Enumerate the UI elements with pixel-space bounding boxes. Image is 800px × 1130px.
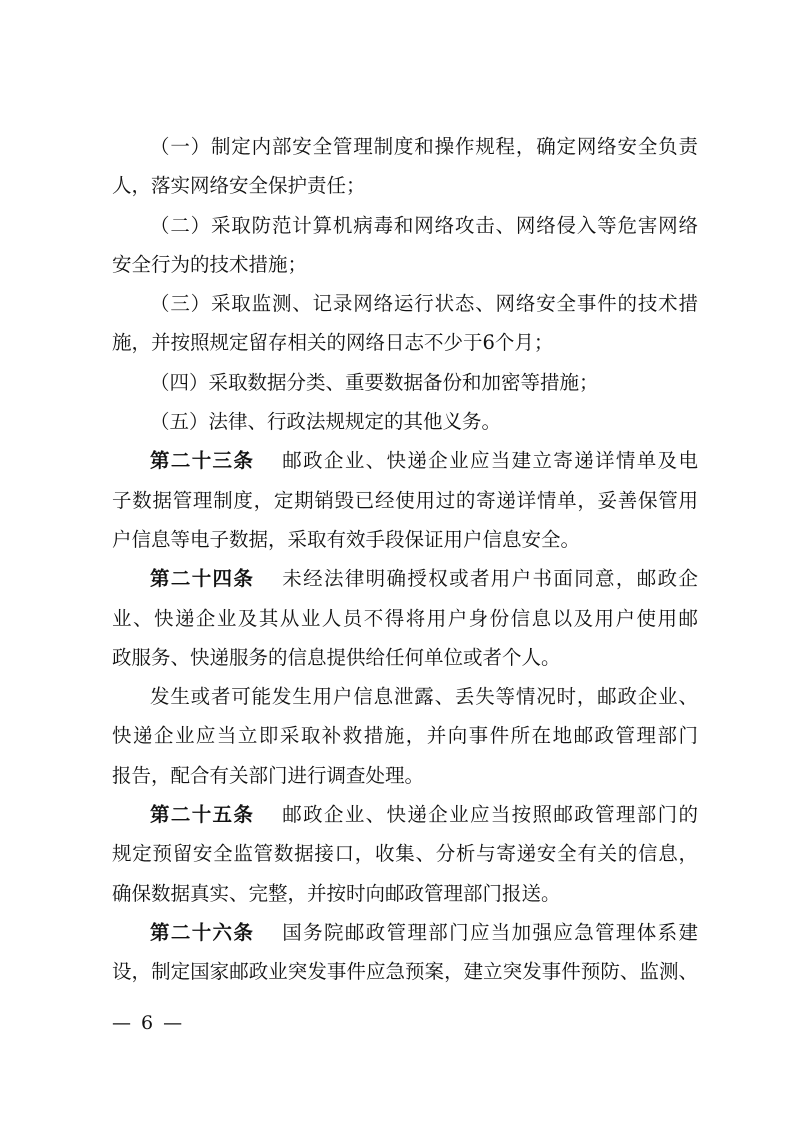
article-number-23: 第二十三条 xyxy=(150,449,255,473)
line-text: 业、快递企业及其从业人员不得将用户身份信息以及用户使用邮 xyxy=(112,606,698,630)
line-text: 确保数据真实、完整，并按时向邮政管理部门报送。 xyxy=(112,881,561,905)
text-line xyxy=(112,677,698,716)
line-text: 施，并按照规定留存相关的网络日志不少于6个月； xyxy=(112,331,554,355)
line-text: 报告，配合有关部门进行调查处理。 xyxy=(112,763,425,787)
regulation-text xyxy=(112,127,698,992)
line-text: 户信息等电子数据，采取有效手段保证用户信息安全。 xyxy=(112,527,581,551)
article-number-26: 第二十六条 xyxy=(150,920,255,944)
line-text: 未经法律明确授权或者用户书面同意，邮政企 xyxy=(282,567,698,591)
line-text: 发生或者可能发生用户信息泄露、丢失等情况时，邮政企业、 xyxy=(150,685,698,709)
line-text: 政服务、快递服务的信息提供给任何单位或者个人。 xyxy=(112,645,561,669)
article-line xyxy=(112,441,698,480)
line-text: （四）采取数据分类、重要数据备份和加密等措施； xyxy=(150,370,599,394)
text-line xyxy=(112,716,698,755)
line-text: （三）采取监测、记录网络运行状态、网络安全事件的技术措 xyxy=(150,292,698,316)
line-text: 子数据管理制度，定期销毁已经使用过的寄递详情单，妥善保管用 xyxy=(112,488,698,512)
line-text: 国务院邮政管理部门应当加强应急管理体系建 xyxy=(282,920,698,944)
line-text: （二）采取防范计算机病毒和网络攻击、网络侵入等危害网络 xyxy=(150,213,698,237)
page-number: — 6 — xyxy=(112,1012,185,1034)
text-line xyxy=(112,874,698,913)
line-text: 规定预留安全监管数据接口，收集、分析与寄递安全有关的信息， xyxy=(112,842,698,866)
line-text: 邮政企业、快递企业应当建立寄递详情单及电 xyxy=(282,449,698,473)
text-line xyxy=(112,481,698,520)
text-line xyxy=(112,323,698,362)
line-text: （一）制定内部安全管理制度和操作规程，确定网络安全负责 xyxy=(150,135,698,158)
text-line xyxy=(112,599,698,638)
text-line xyxy=(112,638,698,677)
article-line xyxy=(112,559,698,598)
line-text: 邮政企业、快递企业应当按照邮政管理部门的 xyxy=(282,803,698,827)
text-line xyxy=(112,206,698,245)
text-line xyxy=(112,402,698,441)
text-line xyxy=(112,756,698,795)
article-line xyxy=(112,795,698,834)
line-text: 快递企业应当立即采取补救措施，并向事件所在地邮政管理部门 xyxy=(112,724,698,748)
article-number-24: 第二十四条 xyxy=(150,567,255,591)
line-text: 安全行为的技术措施； xyxy=(112,252,308,276)
text-line xyxy=(112,245,698,284)
line-text: 设，制定国家邮政业突发事件应急预案，建立突发事件预防、监测、 xyxy=(112,960,698,984)
line-text: 人，落实网络安全保护责任； xyxy=(112,174,366,198)
text-line xyxy=(112,520,698,559)
text-line xyxy=(112,834,698,873)
text-line xyxy=(112,127,698,166)
article-line xyxy=(112,913,698,952)
text-line xyxy=(112,166,698,205)
article-number-25: 第二十五条 xyxy=(150,803,255,827)
text-line xyxy=(112,284,698,323)
text-line xyxy=(112,363,698,402)
line-text: （五）法律、行政法规规定的其他义务。 xyxy=(150,410,502,434)
text-line xyxy=(112,952,698,991)
